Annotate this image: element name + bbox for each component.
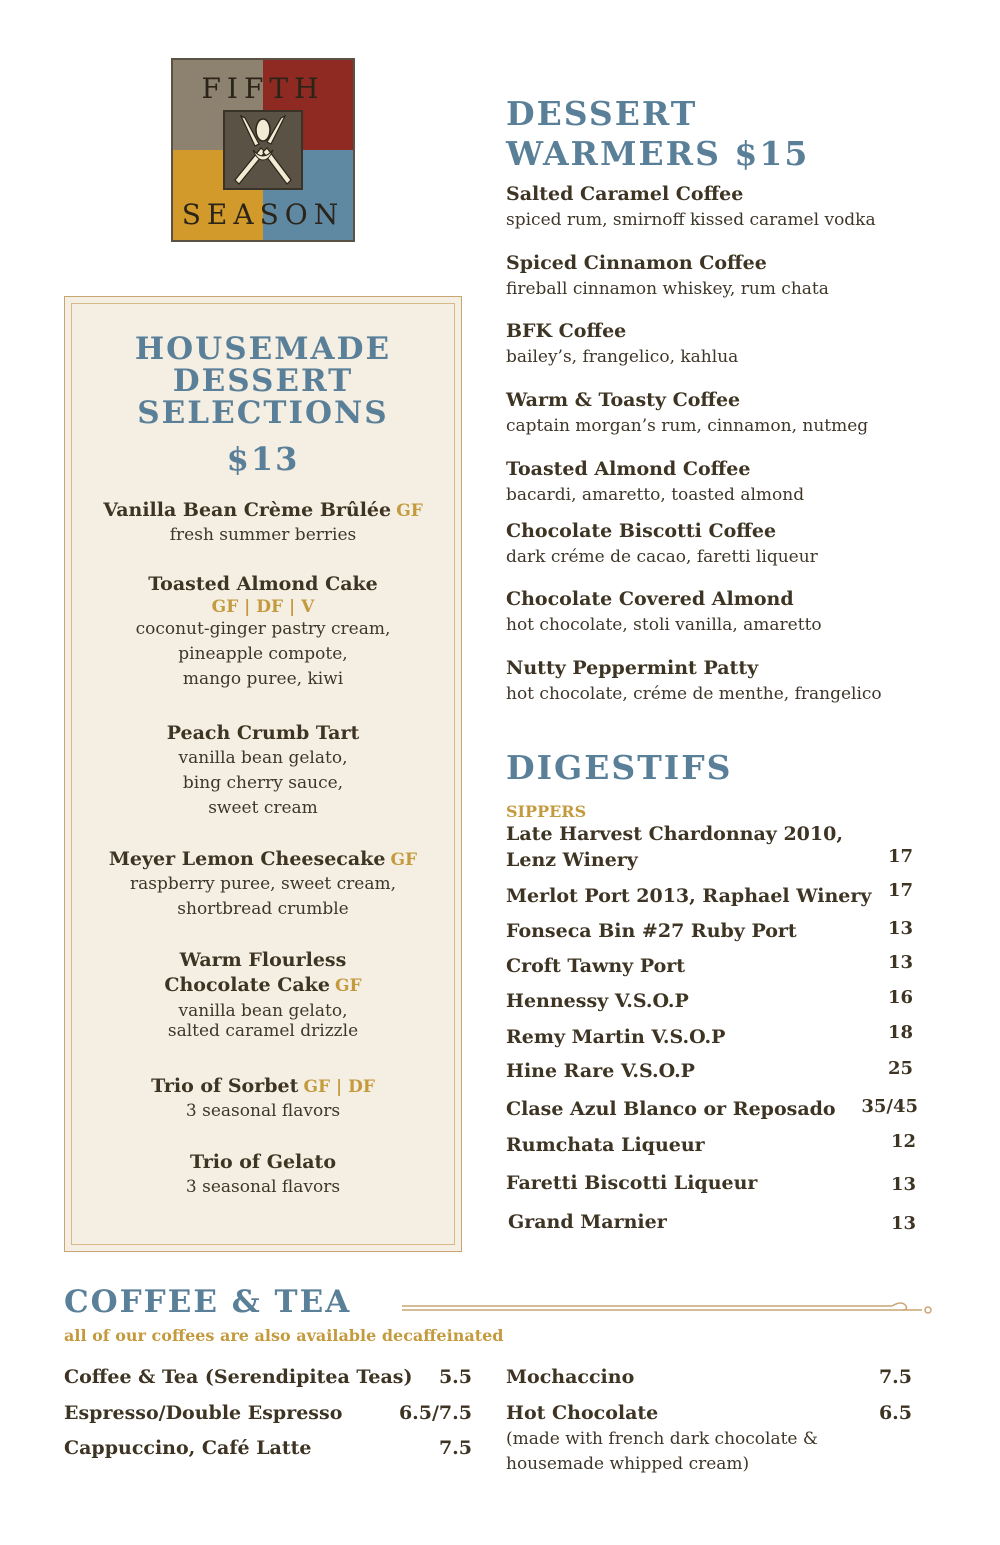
decaf-note: all of our coffees are also available decaffeinated [64,1326,504,1345]
dessert-name: Meyer Lemon Cheesecake [108,848,386,870]
coffee-item-name: Mochaccino [506,1366,635,1388]
dessert-item [64,1150,462,1200]
digestif-name: Rumchata Liqueur [506,1134,705,1156]
warmer-name: Salted Caramel Coffee [506,183,744,205]
dessert-desc: shortbread crumble [177,899,349,919]
dessert-item [64,572,462,692]
coffee-item-desc: (made with french dark chocolate & [506,1429,819,1449]
dessert-desc: coconut-ginger pastry cream, [135,619,391,639]
warmer-desc: bacardi, amaretto, toasted almond [506,485,805,505]
digestif-name: Merlot Port 2013, Raphael Winery [506,885,872,907]
dessert-item [64,498,462,548]
dessert-name: Peach Crumb Tart [166,722,360,744]
logo-top-word: FIFTH [201,72,325,105]
dessert-name: Toasted Almond Cake [148,573,378,595]
coffee-item-name: Espresso/Double Espresso [64,1402,343,1424]
dietary-tag: GF [390,850,418,870]
digestif-price: 13 [890,1213,916,1234]
warmer-item [506,387,946,439]
digestif-price: 17 [887,880,913,901]
coffee-item-name: Cappuccino, Café Latte [64,1437,312,1459]
warmer-item [506,318,946,370]
digestifs-title: DIGESTIFS [506,748,733,787]
dietary-tag: GF | DF | V [211,597,315,617]
fifth-season-logo [171,58,355,242]
digestif-name: Clase Azul Blanco or Reposado [506,1098,836,1120]
warmer-desc: bailey’s, frangelico, kahlua [506,347,739,367]
sippers-subhead: SIPPERS [506,802,587,821]
warmer-item [506,655,946,707]
digestif-name: Remy Martin V.S.O.P [506,1026,726,1048]
dessert-desc: 3 seasonal flavors [185,1101,341,1121]
coffee-item-name: Coffee & Tea (Serendipitea Teas) [64,1366,413,1388]
dessert-desc: raspberry puree, sweet cream, [130,874,396,894]
digestif-price: 35/45 [861,1096,918,1117]
dessert-item [64,847,462,922]
warmer-name: Nutty Peppermint Patty [506,657,759,679]
dessert-desc: vanilla bean gelato, [178,748,348,768]
housemade-price: $13 [226,440,300,478]
warmers-title-line-1: DESSERT [506,94,698,133]
warmer-name: Chocolate Covered Almond [506,588,794,610]
coffee-item-desc: housemade whipped cream) [506,1454,750,1474]
digestif-name: Hennessy V.S.O.P [506,990,689,1012]
warmer-name: Toasted Almond Coffee [506,458,751,480]
digestif-name: Hine Rare V.S.O.P [506,1060,695,1082]
dessert-name: Trio of Gelato [189,1151,337,1173]
warmer-name: BFK Coffee [506,320,627,342]
warmer-desc: spiced rum, smirnoff kissed caramel vodka [506,210,876,230]
warmer-item [506,181,946,233]
logo-bottom-word: SEASON [181,198,345,231]
warmer-item [506,586,946,638]
digestif-price: 18 [887,1022,913,1043]
fork-spoon-knife-icon [223,110,303,190]
dessert-item [64,1074,462,1124]
dessert-item [64,948,462,1041]
dessert-desc: pineapple compote, [178,644,348,664]
dietary-tag: GF [396,501,423,521]
decorative-rule-flourish [402,1302,932,1314]
warmer-desc: dark créme de cacao, faretti liqueur [506,547,818,567]
digestif-price: 25 [887,1058,913,1079]
warmer-desc: hot chocolate, stoli vanilla, amaretto [506,615,822,635]
dessert-name: Warm Flourless [179,949,347,971]
warmers-title-line-2: WARMERS $15 [506,134,810,173]
coffee-item-name: Hot Chocolate [506,1402,659,1424]
dessert-name: Vanilla Bean Crème Brûlée [103,499,392,521]
digestif-price: 12 [890,1131,916,1152]
housemade-title-line-2: DESSERT [172,363,354,399]
warmer-name: Chocolate Biscotti Coffee [506,520,777,542]
dessert-desc: fresh summer berries [169,525,357,545]
digestif-name: Grand Marnier [508,1211,667,1233]
dietary-tag: GF [335,976,362,996]
coffee-item-price: 7.5 [438,1437,472,1459]
housemade-title-line-1: HOUSEMADE [134,331,392,367]
warmer-name: Spiced Cinnamon Coffee [506,252,767,274]
dessert-name: Trio of Sorbet [151,1075,299,1097]
housemade-title-line-3: SELECTIONS [137,395,389,431]
dessert-name: Chocolate Cake [164,974,330,996]
coffee-item-price: 6.5 [878,1402,912,1424]
digestif-name: Lenz Winery [506,849,638,871]
warmer-desc: fireball cinnamon whiskey, rum chata [506,279,829,299]
coffee-item-price: 7.5 [878,1366,912,1388]
digestif-name: Late Harvest Chardonnay 2010, [506,823,843,845]
dessert-desc: bing cherry sauce, [182,773,344,793]
digestif-price: 13 [890,1174,916,1195]
warmer-name: Warm & Toasty Coffee [506,389,741,411]
warmer-item [506,250,946,302]
dessert-item [64,721,462,821]
warmer-desc: hot chocolate, créme de menthe, frangelico [506,684,882,704]
dessert-desc: sweet cream [208,798,318,818]
digestif-price: 13 [887,918,913,939]
digestif-price: 17 [887,846,913,867]
dessert-desc: salted caramel drizzle [167,1021,359,1041]
dietary-tag: GF | DF [303,1077,375,1097]
digestif-name: Fonseca Bin #27 Ruby Port [506,920,797,942]
digestif-price: 13 [887,952,913,973]
dessert-desc: vanilla bean gelato, [178,1001,348,1021]
dessert-desc: 3 seasonal flavors [185,1177,341,1197]
digestif-price: 16 [887,987,913,1008]
coffee-item-price: 5.5 [438,1366,472,1388]
warmer-item [506,456,946,508]
warmer-desc: captain morgan’s rum, cinnamon, nutmeg [506,416,869,436]
digestif-name: Croft Tawny Port [506,955,686,977]
dessert-desc: mango puree, kiwi [182,669,344,689]
warmer-item [506,518,946,570]
coffee-item-price: 6.5/7.5 [398,1402,472,1424]
digestif-name: Faretti Biscotti Liqueur [506,1172,758,1194]
coffee-tea-title: COFFEE & TEA [64,1284,352,1320]
